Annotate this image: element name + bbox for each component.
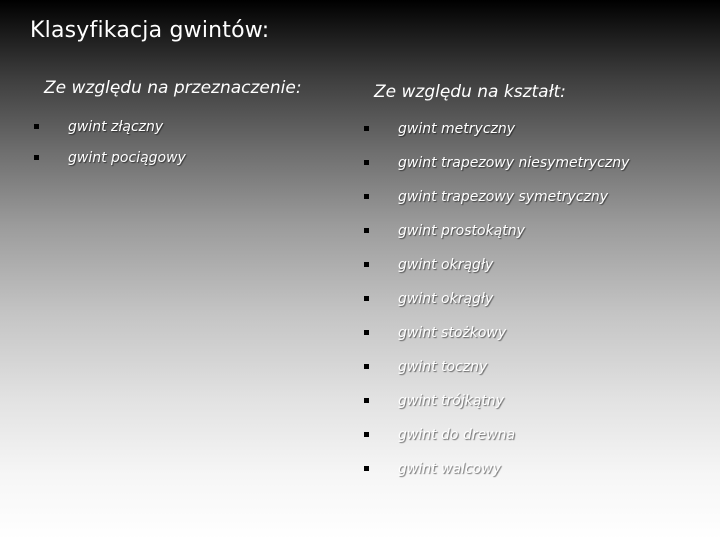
heading-shape: Ze względu na kształt: [374, 82, 566, 102]
list-item-label: gwint do drewna [398, 427, 516, 443]
list-item-label: gwint okrągły [398, 291, 494, 307]
square-bullet-icon [364, 126, 369, 131]
list-item-label: gwint pociągowy [68, 150, 186, 166]
square-bullet-icon [364, 330, 369, 335]
list-item-label: gwint złączny [68, 119, 164, 135]
square-bullet-icon [364, 262, 369, 267]
list-item-label: gwint metryczny [398, 121, 516, 137]
square-bullet-icon [364, 228, 369, 233]
square-bullet-icon [34, 124, 39, 129]
square-bullet-icon [364, 466, 369, 471]
list-item-label: gwint trapezowy niesymetryczny [398, 155, 630, 171]
square-bullet-icon [34, 155, 39, 160]
heading-purpose: Ze względu na przeznaczenie: [44, 78, 302, 98]
square-bullet-icon [364, 398, 369, 403]
square-bullet-icon [364, 364, 369, 369]
list-item-label: gwint toczny [398, 359, 488, 375]
list-item-label: gwint trapezowy symetryczny [398, 189, 609, 205]
square-bullet-icon [364, 432, 369, 437]
square-bullet-icon [364, 160, 369, 165]
list-item-label: gwint prostokątny [398, 223, 525, 239]
list-item-label: gwint walcowy [398, 461, 501, 477]
list-item-label: gwint trójkątny [398, 393, 505, 409]
list-item-label: gwint stożkowy [398, 325, 507, 341]
square-bullet-icon [364, 194, 369, 199]
list-item-label: gwint okrągły [398, 257, 494, 273]
slide-title: Klasyfikacja gwintów: [30, 18, 270, 43]
square-bullet-icon [364, 296, 369, 301]
